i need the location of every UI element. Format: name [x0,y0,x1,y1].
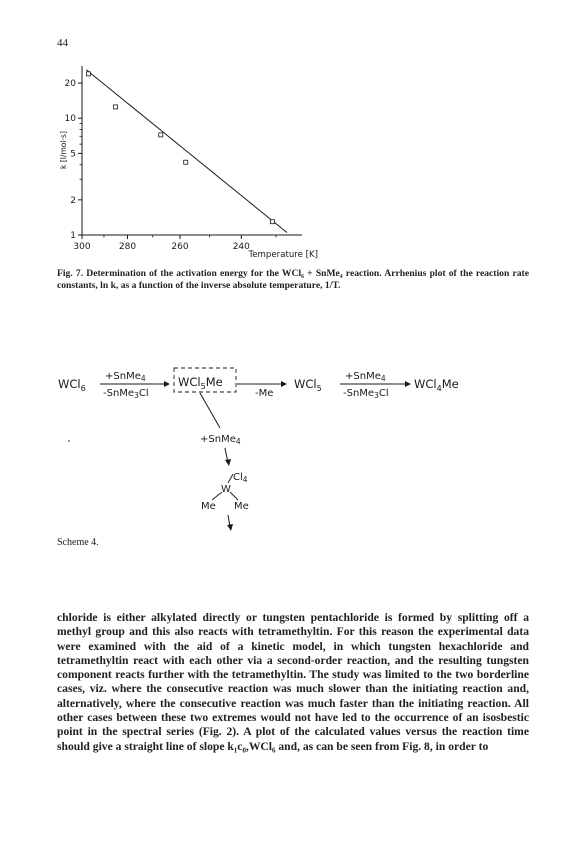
y-tick-label: 1 [70,231,76,241]
x-tick-label: 240 [232,242,250,252]
scheme-label: Scheme 4. [57,537,99,548]
x-tick-label: 260 [171,242,189,252]
scheme-stray-dot [68,440,70,442]
scheme-branch-cl4: $Cl_4$ [233,472,248,484]
scheme-arrow-1-head [164,381,170,387]
scheme-bond-w-me-left [212,492,222,500]
body-paragraph: chloride is either alkylated directly or tungsten pentachloride is formed by splitting off a methyl group and this also reacts with tetramethyltin. For this reason the experimental data were examined with the aid of a kinetic model, in which tungsten hexachloride and tetramethyltin react with each other via a second-order reaction, and the resulting tungsten component reacts further with the tetramethyltin. The study was limited to the two borderline cases, viz. where the consecutive reaction was much slower than the initiating reaction and, alternatively, where the consecutive reaction was much faster than the initiating reaction. All other cases between these two extremes would not have led to the occurrence of an isosbestic point in the spectral series (Fig. 2). A plot of the calculated values versus the reaction time should give a straight line of slope k₁c₀,WCl₆ and, as can be seen from Fig. 8, in order to [57,611,529,753]
scheme-arrow-2-head [281,381,287,387]
scheme-step3-above: +SnMe$_4$ [345,371,386,383]
scheme-step1-above: +SnMe$_4$ [105,371,146,383]
scheme-branch-me-left: Me [201,501,216,512]
scheme-product1: WCl$_5$ [294,377,322,393]
y-axis-label: k [l/mol·s] [59,131,68,169]
scheme-branch-me-right: Me [234,501,249,512]
scheme-reactant: WCl$_6$ [58,377,86,393]
scheme-branch-arrow-2-head [227,524,233,531]
scheme-branch-line [200,393,220,428]
y-tick-label: 5 [70,149,76,160]
scheme-bond-w-me-right [230,492,238,500]
x-tick-label: 280 [118,242,137,252]
scheme-branch-arrow-1-head [225,459,231,466]
y-tick-label: 20 [64,79,76,90]
scheme-branch-w: W [221,484,231,495]
scheme-step1-below: -SnMe$_3$Cl [103,388,149,400]
figure-caption-text: Determination of the activation energy for the WCl₆ + SnMe₄ reaction. Arrhenius plot of the reaction rate constants, ln k, as a function of the inverse absolute temperature, 1/T. [57,268,529,291]
page-number: 44 [57,37,68,49]
x-tick-label: 300 [73,242,91,252]
y-tick-label: 2 [70,195,76,206]
scheme-step2-below: -Me [255,388,274,399]
scheme-intermediate: WCl$_5$Me [178,375,223,391]
body-text [57,611,529,754]
y-tick-label: 10 [64,114,76,125]
scheme-product2: WCl$_4$Me [414,377,459,393]
scheme-step3-below: -SnMe$_3$Cl [343,388,389,400]
scheme-branch-reagent: +SnMe$_4$ [200,434,241,446]
x-axis-label: Temperature [K] [248,250,318,260]
scheme-arrow-3-head [405,381,411,387]
figure-caption-label: Fig. 7. [57,268,84,279]
